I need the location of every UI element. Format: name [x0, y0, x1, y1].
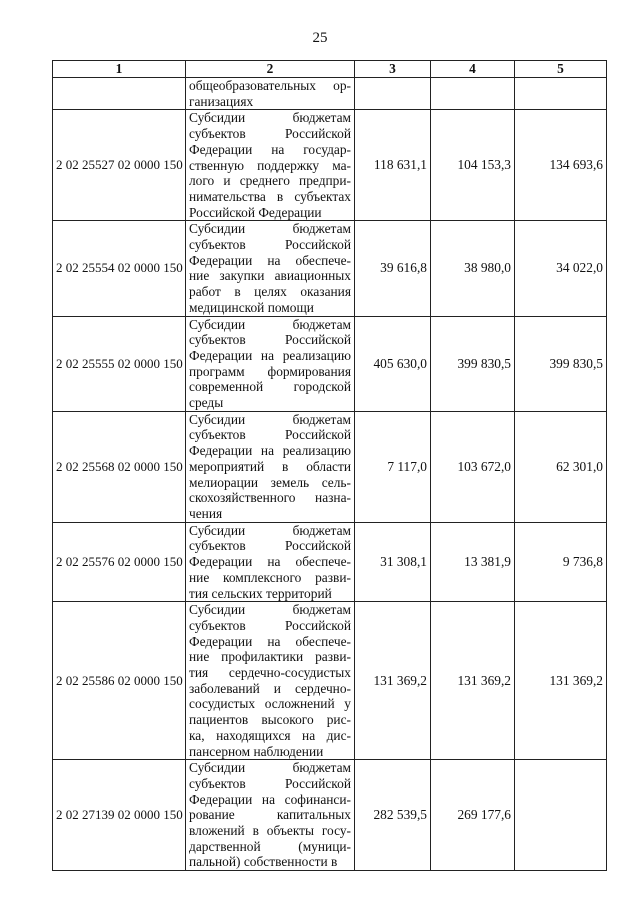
- description-line: Субсидии бюджетам: [189, 221, 351, 237]
- value-col-5: 134 693,6: [515, 110, 607, 221]
- value-col-5: [515, 78, 607, 110]
- description-line: Субсидии бюджетам: [189, 316, 351, 332]
- subsidy-description: [186, 110, 355, 221]
- description-line: чения: [189, 505, 223, 521]
- description-line: рование капитальных: [189, 807, 351, 823]
- description-line: субъектов Российской: [189, 617, 351, 633]
- value-col-4: 13 381,9: [431, 522, 515, 602]
- header-col-5: 5: [515, 61, 607, 78]
- budget-table: [52, 60, 607, 871]
- value-col-3: 118 631,1: [355, 110, 431, 221]
- description-line: современной городской: [189, 379, 351, 395]
- table-row: [53, 316, 607, 411]
- value-col-3: [355, 78, 431, 110]
- budget-code: 2 02 25555 02 0000 150: [53, 316, 186, 411]
- value-col-5: [515, 760, 607, 871]
- value-col-4: 103 672,0: [431, 411, 515, 522]
- description-line: Федерации на обеспече-: [189, 633, 351, 649]
- description-line: Федерации на реализацию: [189, 347, 351, 363]
- description-line: мероприятий в области: [189, 458, 351, 474]
- description-line: Субсидии бюджетам: [189, 602, 351, 618]
- subsidy-description: [186, 522, 355, 602]
- value-col-3: 31 308,1: [355, 522, 431, 602]
- subsidy-description: [186, 316, 355, 411]
- table-row: [53, 110, 607, 221]
- budget-code: 2 02 27139 02 0000 150: [53, 760, 186, 871]
- description-line: Субсидии бюджетам: [189, 522, 351, 538]
- description-line: субъектов Российской: [189, 332, 351, 348]
- description-line: Федерации на софинанси-: [189, 791, 351, 807]
- value-col-3: 405 630,0: [355, 316, 431, 411]
- description-line: нимательства в субъектах: [189, 188, 351, 204]
- value-col-3: 39 616,8: [355, 221, 431, 316]
- description-line: ние профилактики разви-: [189, 649, 351, 665]
- table-header-row: [53, 61, 607, 78]
- budget-code: 2 02 25576 02 0000 150: [53, 522, 186, 602]
- subsidy-description: [186, 602, 355, 760]
- description-line: пациентов высокого рис-: [189, 712, 351, 728]
- value-col-4: 269 177,6: [431, 760, 515, 871]
- table-row: [53, 602, 607, 760]
- value-col-4: 104 153,3: [431, 110, 515, 221]
- description-line: лого и среднего предпри-: [189, 173, 351, 189]
- description-line: мелиорации земель сель-: [189, 474, 351, 490]
- header-col-2: 2: [186, 61, 355, 78]
- subsidy-description: [186, 221, 355, 316]
- value-col-4: 131 369,2: [431, 602, 515, 760]
- value-col-5: 9 736,8: [515, 522, 607, 602]
- value-col-4: 38 980,0: [431, 221, 515, 316]
- description-line: Федерации на реализацию: [189, 443, 351, 459]
- description-line: субъектов Российской: [189, 427, 351, 443]
- description-line: ганизациях: [189, 93, 254, 109]
- description-line: Федерации на обеспече-: [189, 554, 351, 570]
- header-col-3: 3: [355, 61, 431, 78]
- description-line: пальной) собственности в: [189, 854, 338, 870]
- subsidy-description: [186, 411, 355, 522]
- budget-code: 2 02 25568 02 0000 150: [53, 411, 186, 522]
- table-row: [53, 221, 607, 316]
- description-line: ние закупки авиационных: [189, 268, 351, 284]
- description-line: Федерации на обеспече-: [189, 252, 351, 268]
- description-line: дарственной (муници-: [189, 838, 351, 854]
- description-line: работ в целях оказания: [189, 284, 351, 300]
- budget-code: 2 02 25586 02 0000 150: [53, 602, 186, 760]
- table-row: [53, 760, 607, 871]
- description-line: Российской Федерации: [189, 204, 322, 220]
- value-col-4: [431, 78, 515, 110]
- description-line: субъектов Российской: [189, 237, 351, 253]
- description-line: тия сельских территорий: [189, 585, 332, 601]
- description-line: Субсидии бюджетам: [189, 411, 351, 427]
- budget-code: 2 02 25554 02 0000 150: [53, 221, 186, 316]
- budget-code: [53, 78, 186, 110]
- subsidy-description: [186, 78, 355, 110]
- table-row: [53, 78, 607, 110]
- table-row: [53, 522, 607, 602]
- description-line: вложений в объекты госу-: [189, 823, 351, 839]
- description-line: программ формирования: [189, 363, 351, 379]
- header-col-1: 1: [53, 61, 186, 78]
- budget-code: 2 02 25527 02 0000 150: [53, 110, 186, 221]
- description-line: субъектов Российской: [189, 775, 351, 791]
- description-line: ка, находящихся на дис-: [189, 727, 351, 743]
- page-number: 25: [312, 30, 328, 46]
- value-col-4: 399 830,5: [431, 316, 515, 411]
- description-line: Федерации на государ-: [189, 141, 351, 157]
- description-line: Субсидии бюджетам: [189, 760, 351, 776]
- value-col-5: 399 830,5: [515, 316, 607, 411]
- value-col-3: 282 539,5: [355, 760, 431, 871]
- value-col-5: 34 022,0: [515, 221, 607, 316]
- value-col-3: 131 369,2: [355, 602, 431, 760]
- description-line: заболеваний и сердечно-: [189, 680, 351, 696]
- description-line: общеобразовательных ор-: [189, 78, 351, 93]
- description-line: субъектов Российской: [189, 126, 351, 142]
- description-line: Субсидии бюджетам: [189, 110, 351, 126]
- header-col-4: 4: [431, 61, 515, 78]
- description-line: медицинской помощи: [189, 299, 314, 315]
- description-line: ственную поддержку ма-: [189, 157, 351, 173]
- value-col-5: 62 301,0: [515, 411, 607, 522]
- table-row: [53, 411, 607, 522]
- description-line: субъектов Российской: [189, 538, 351, 554]
- value-col-5: 131 369,2: [515, 602, 607, 760]
- value-col-3: 7 117,0: [355, 411, 431, 522]
- subsidy-description: [186, 760, 355, 871]
- description-line: среды: [189, 395, 224, 411]
- description-line: скохозяйственного назна-: [189, 490, 351, 506]
- description-line: тия сердечно-сосудистых: [189, 665, 351, 681]
- description-line: ние комплексного разви-: [189, 569, 351, 585]
- description-line: пансерном наблюдении: [189, 743, 324, 759]
- description-line: сосудистых осложнений у: [189, 696, 351, 712]
